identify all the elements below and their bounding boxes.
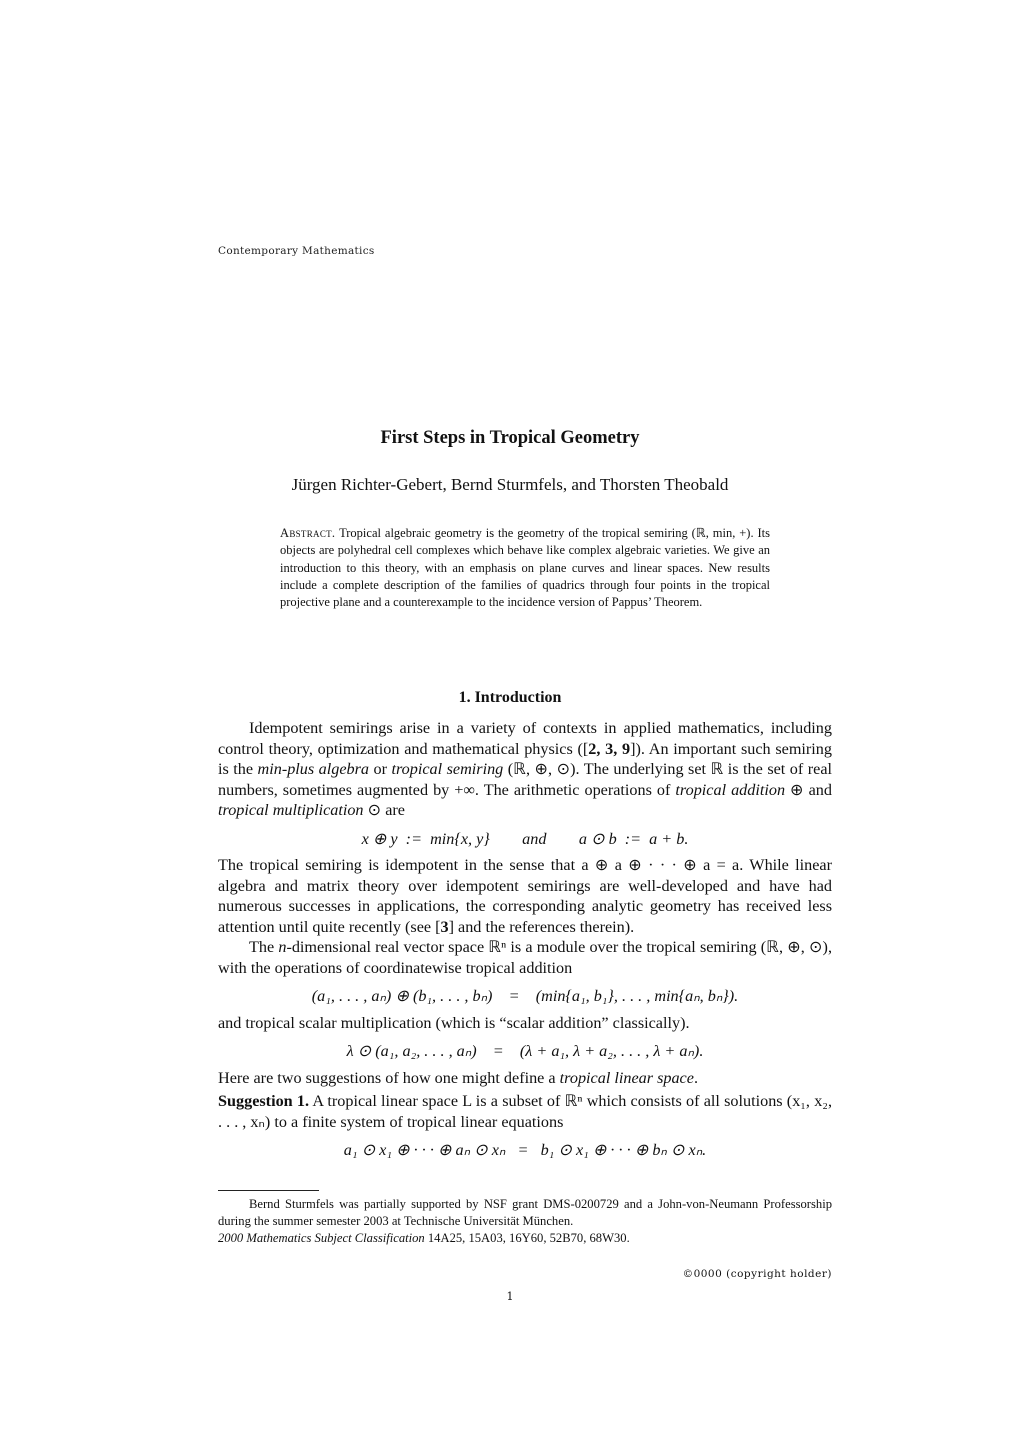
paper-authors: Jürgen Richter-Gebert, Bernd Sturmfels, and Thorsten Theobald [291, 475, 729, 494]
msc-codes: 14A25, 15A03, 16Y60, 52B70, 68W30. [424, 1231, 630, 1245]
text-run: ⊙ are [363, 801, 405, 819]
msc-label: 2000 Mathematics Subject Classification [218, 1231, 425, 1245]
footnote [218, 1196, 832, 1247]
text-run: or [369, 760, 392, 778]
abstract [280, 525, 770, 611]
emphasis: n [278, 938, 287, 956]
citation[interactable]: 2, 3, 9 [588, 739, 631, 758]
text-run: ] and the references therein). [448, 917, 635, 936]
paragraph-2 [218, 855, 832, 937]
text-run: (ℝ, ⊕, ⊙). The underlying set ℝ is the set of real numbers, sometimes augmented by +∞. The arithmetic operations of [218, 760, 832, 799]
copyright-notice: ©0000 (copyright holder) [682, 1268, 832, 1280]
emphasis: tropical semiring [391, 760, 504, 778]
emphasis: tropical multiplication [218, 801, 364, 819]
emphasis: min-plus algebra [257, 760, 370, 778]
text-run: ]). An important such semiring is the [218, 739, 832, 778]
text-run: The tropical semiring is idempotent in the sense that a ⊕ a ⊕ · · · ⊕ a = a. While linear algebra and matrix theory over idempotent semirings are well-developed and have had numerous successes in applications, the corresponding analytic geometry has received less attention until quite recently (see [ [218, 856, 832, 936]
paragraph-4: and tropical scalar multiplication (which is “scalar addition” classically). [218, 1013, 690, 1032]
text-run: . [693, 1068, 698, 1087]
emphasis: tropical linear space [559, 1068, 694, 1087]
text-run: The [249, 938, 279, 956]
text-run: -dimensional real vector space ℝⁿ is a module over the tropical semiring (ℝ, ⊕, ⊙), with the operations of coordinatewise tropical addition [218, 938, 832, 977]
paragraph-5 [218, 1068, 832, 1089]
section-body [218, 718, 832, 1161]
section-heading: 1. Introduction [458, 689, 562, 706]
citation[interactable]: 3 [440, 917, 449, 936]
text-run: A tropical linear space L is a subset of ℝⁿ which consists of all solutions (x₁, x₂, . . . , xₙ) to a finite system of tropical linear equations [218, 1092, 832, 1131]
page-number: 1 [506, 1290, 514, 1303]
suggestion-label: Suggestion 1. [218, 1092, 310, 1110]
equation-2: (a₁, . . . , aₙ) ⊕ (b₁, . . . , bₙ) = (min{a₁, b₁}, . . . , min{aₙ, bₙ}). [311, 987, 739, 1005]
footnote-msc [218, 1230, 832, 1247]
emphasis: tropical addition [675, 780, 786, 799]
paper-title: First Steps in Tropical Geometry [380, 428, 640, 448]
equation-1: x ⊕ y := min{x, y} and a ⊙ b := a + b. [361, 829, 689, 848]
paragraph-1 [218, 718, 832, 821]
equation-3: λ ⊙ (a₁, a₂, . . . , aₙ) = (λ + a₁, λ + a₂, . . . , λ + aₙ). [346, 1042, 704, 1060]
abstract-text: Tropical algebraic geometry is the geometry of the tropical semiring (ℝ, min, +). Its objects are polyhedral cell complexes which behave like complex algebraic varieties. We give an introduction to this theory, with an emphasis on plane curves and linear spaces. New results include a complete description of the families of quadrics through four points in the tropical projective plane and a counterexample to the incidence version of Pappus’ Theorem. [280, 526, 770, 610]
text-run: ⊕ and [785, 780, 832, 799]
journal-name: Contemporary Mathematics [218, 245, 375, 257]
suggestion-1 [218, 1091, 832, 1132]
footnote-text: Bernd Sturmfels was partially supported by NSF grant DMS-0200729 and a John-von-Neumann Professorship during the summer semester 2003 at Technische Universität München. [218, 1197, 832, 1228]
abstract-label: Abstract. [280, 526, 336, 540]
text-run: Idempotent semirings arise in a variety of contexts in applied mathematics, including control theory, optimization and mathematical physics ([ [218, 719, 832, 758]
paragraph-3 [218, 937, 832, 978]
footnote-rule [218, 1190, 319, 1191]
equation-4: a₁ ⊙ x₁ ⊕ · · · ⊕ aₙ ⊙ xₙ = b₁ ⊙ x₁ ⊕ · · · ⊕ bₙ ⊙ xₙ. [343, 1141, 707, 1159]
text-run: Here are two suggestions of how one might define a [218, 1068, 560, 1087]
